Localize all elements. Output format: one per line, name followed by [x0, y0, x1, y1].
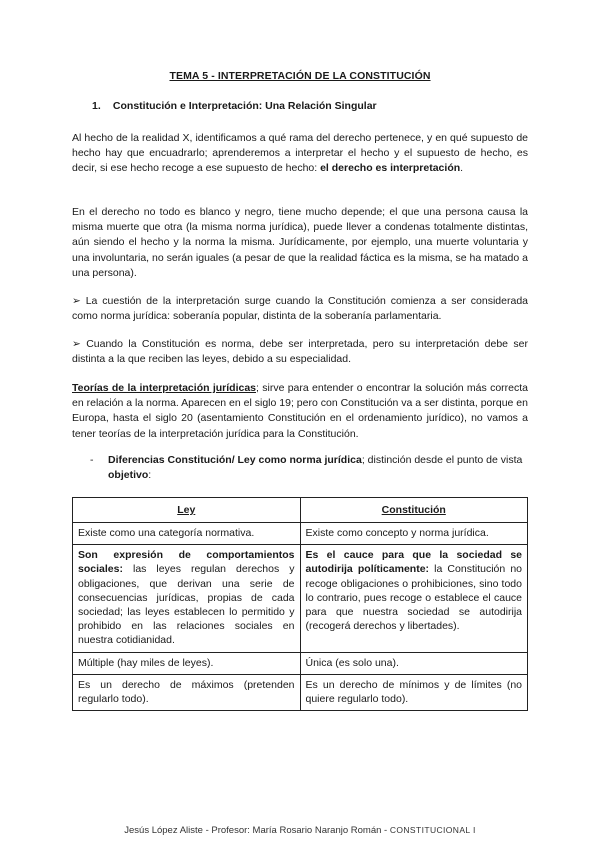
cell-constitucion	[300, 652, 528, 674]
bullet-end: :	[148, 469, 152, 482]
header-constitucion: Constitución	[300, 498, 528, 523]
bullet-bold: Diferencias Constitución/ Ley como norma jurídica	[108, 454, 362, 466]
cell-constitucion	[300, 674, 528, 710]
bullet-text	[108, 453, 528, 483]
footer-subject: CONSTITUCIONAL I	[389, 825, 476, 835]
paragraph-3: ➢ La cuestión de la interpretación surge cuando la Constitución comienza a ser considerada como norma jurídica: soberanía popular, distinta de la soberanía parlamentaria.	[72, 295, 528, 323]
paragraph-4: ➢ Cuando la Constitución es norma, debe ser interpretada, pero su interpretación debe ser distinta a la que reciben las leyes, debido a su especialidad.	[72, 338, 528, 366]
paragraph-5	[72, 381, 528, 442]
section-heading-text: Constitución e Interpretación: Una Relación Singular	[112, 100, 377, 112]
cell-constitucion	[300, 545, 528, 652]
paragraph-1	[72, 131, 528, 177]
cell-bold: Son expresión de comportamientos sociales:	[78, 549, 295, 576]
cell-text: Existe como una categoría normativa.	[78, 527, 255, 539]
theories-label: Teorías de la interpretación jurídicas	[72, 382, 257, 394]
cell-text: la Constitución no recoge obligaciones o prohibiciones, sino todo lo contrario, pues recoge o establece el cauce para que nuestra sociedad se autodirija (recogerá derechos y libertades).	[305, 563, 522, 633]
paragraph-1-text: Al hecho de la realidad X, identificamos a qué rama del derecho pertenece, y en qué supuesto de hecho hay que encuadrarlo; aprenderemos a interpretar el hecho y el supuesto de hecho, es decir, si ese hecho recoge a ese supuesto de hecho:	[72, 132, 528, 175]
cell-bold: Es el cauce para que la sociedad se autodirija políticamente:	[305, 549, 522, 576]
bullet-text-body: ; distinción desde el punto de vista	[361, 454, 523, 466]
table-row	[73, 652, 528, 674]
section-heading	[92, 100, 377, 112]
bullet-bold-2: objetivo	[108, 469, 149, 482]
header-ley: Ley	[73, 498, 301, 523]
footer-author: Jesús López Aliste - Profesor: María Rosario Naranjo Román -	[124, 825, 390, 836]
table-header-row	[73, 498, 528, 523]
cell-text: Múltiple (hay miles de leyes).	[78, 656, 214, 669]
cell-ley	[73, 652, 301, 674]
bullet-dash: -	[90, 454, 94, 466]
paragraph-1-end: .	[460, 162, 464, 175]
paragraph-2: En el derecho no todo es blanco y negro, tiene mucho depende; el que una persona causa la misma muerte que otra (la misma norma jurídica), puede llever a condenas totalmente distintas, aún siendo el hecho y la norma la misma. Jurídicamente, por ejemplo, una muerte voluntaria y una involuntaria, no serán iguales (a pesar de que la realidad fáctica es la misma, se ha matado a una persona).	[72, 206, 528, 279]
cell-text: Única (es solo una).	[305, 656, 399, 669]
cell-text: las leyes regulan derechos y obligaciones, que derivan una serie de consecuencias jurídicas, propias de cada sociedad; las leyes establecen lo permitido y prohibido en las relaciones sociales en nuestra cotidianidad.	[78, 563, 295, 647]
page-title: TEMA 5 - INTERPRETACIÓN DE LA CONSTITUCIÓN	[169, 70, 431, 82]
table-row	[73, 545, 528, 652]
cell-ley	[73, 545, 301, 652]
table-row	[73, 523, 528, 545]
cell-ley	[73, 523, 301, 545]
page-footer	[0, 825, 600, 836]
comparison-table	[72, 497, 528, 711]
cell-text: Es un derecho de máximos (pretenden regularlo todo).	[78, 678, 295, 706]
cell-constitucion	[300, 523, 528, 545]
cell-ley	[73, 674, 301, 710]
paragraph-5-text: ; sirve para entender o encontrar la solución más correcta en relación a la norma. Aparecen en el siglo 19; pero con Constitución va a ser distinta, porque en Europa, hasta el siglo 20 (asentamiento Constitución en el ordenamiento jurídico), no vamos a tener teorías de la interpretación jurídica para la Constitución.	[72, 382, 528, 440]
table-row	[73, 674, 528, 710]
cell-text: Es un derecho de mínimos y de límites (no quiere regularlo todo).	[305, 678, 522, 706]
cell-text: Existe como concepto y norma jurídica.	[305, 527, 489, 539]
paragraph-1-bold: el derecho es interpretación	[320, 162, 461, 175]
section-number: 1.	[92, 100, 101, 112]
